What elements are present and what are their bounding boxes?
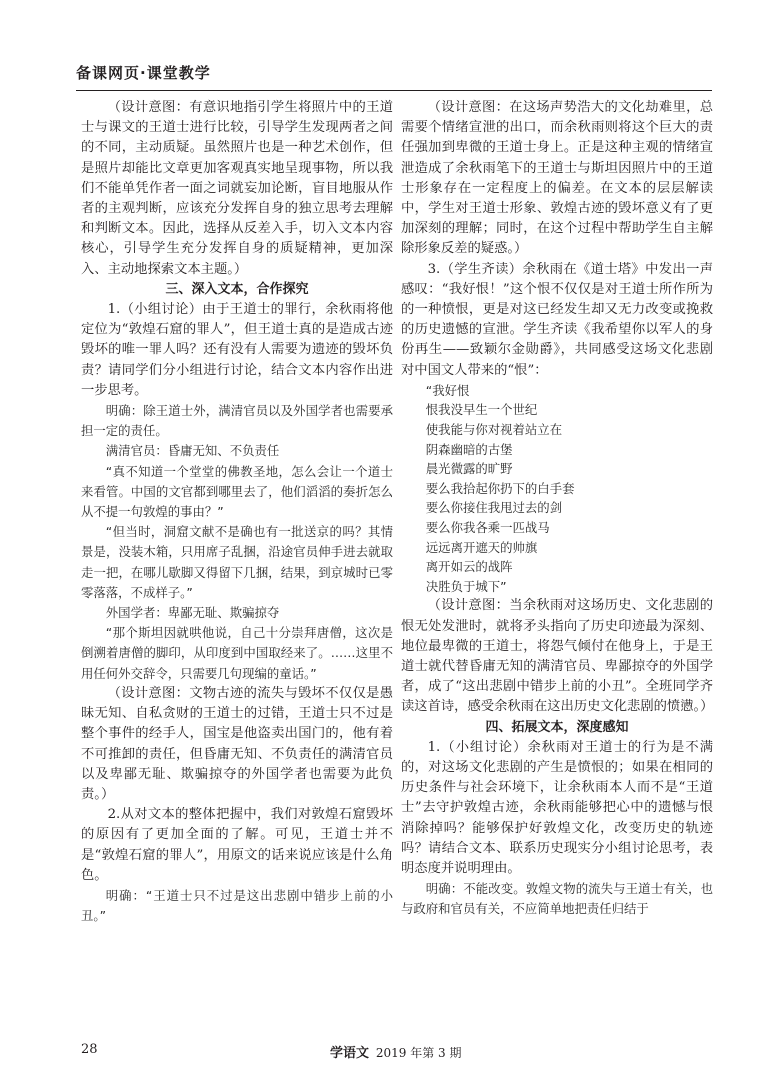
left-answer-paragraph: 外国学者：卑鄙无耻、欺骗掠夺 — [105, 605, 280, 621]
right-poem-line: 恨我没早生一个世纪 — [425, 402, 538, 418]
left-answer-paragraph: 满清官员：昏庸无知、不负责任 — [105, 443, 280, 459]
running-header-title: 备课网页·课堂教学 — [76, 64, 211, 82]
header-rule — [76, 90, 712, 91]
right-poem-line: 要么我拾起你扔下的白手套 — [425, 480, 575, 496]
left-answer-paragraph: “但当时，洞窟文献不是确也有一批送京的吗？其情景是，没装木箱，只用席子乱捆，沿途官员伸手进去就取走一把，在哪儿歇脚又得留下几捆，结果，到京城时已零零落落，不成样子。” — [81, 524, 393, 600]
right-poem-line: 离开如云的战阵 — [425, 559, 513, 575]
right-poem-line: “我好恨 — [425, 382, 470, 398]
right-paragraph: （设计意图：在这场声势浩大的文化劫难里，总需要个情绪宣泄的出口，而余秋雨则将这个巨大的责任强加到卑微的王道士身上。正是这种主观的情绪宣泄造成了余秋雨笔下的王道士与斯坦因照片中的王道士形象存在一定程度上的偏差。在文本的层层解读中，学生对王道士形象、敦煌古迹的毁坏意义有了更加深刻的理解；同时，在这个过程中帮助学生自主解除形象反差的疑惑。） — [401, 100, 713, 257]
left-paragraph: 1.（小组讨论）由于王道士的罪行，余秋雨将他定位为“敦煌石窟的罪人”，但王道士真的是造成古迹毁坏的唯一罪人吗？还有没有人需要为遗迹的毁坏负责？请同学们分小组进行讨论，结合文本内容作出进一步思考。 — [81, 302, 393, 398]
right-paragraph: （设计意图：当余秋雨对这场历史、文化悲剧的恨无处发泄时，就将矛头指向了历史印迹最为深刻、地位最卑微的王道士，将怨气倾付在他身上，于是王道士就代替昏庸无知的满清官员、卑鄙掠夺的外国学者，成了“这出悲剧中错步上前的小丑”。全班同学齐读这首诗，感受余秋雨在这出历史文化悲剧的愤懑。） — [401, 598, 714, 715]
left-paragraph: 2.从对文本的整体把握中，我们对敦煌石窟毁坏的原因有了更加全面的了解。可见，王道士并不是“敦煌石窟的罪人”，用原文的话来说应该是什么角色。 — [81, 807, 393, 883]
right-section-heading: 四、拓展文本，深度感知 — [485, 719, 629, 735]
right-poem-line: 阴森幽暗的古堡 — [425, 441, 513, 457]
right-poem-line: 晨光微露的旷野 — [425, 461, 513, 477]
left-answer-paragraph: 明确：“王道士只不过是这出悲剧中错步上前的小丑。” — [81, 887, 393, 924]
left-section-heading: 三、深入文本，合作探究 — [165, 281, 309, 297]
left-paragraph: （设计意图：文物古迹的流失与毁坏不仅仅是愚昧无知、自私贪财的王道士的过错，王道士只不过是整个事件的经手人，国宝是他盗卖出国门的，他有着不可推卸的责任，但昏庸无知、不负责任的满清官员以及卑鄙无耻、欺骗掠夺的外国学者也需要为此负责。） — [81, 685, 393, 802]
left-column — [81, 98, 393, 926]
right-poem-line: 决胜负于城下” — [425, 578, 507, 594]
left-answer-paragraph: “那个斯坦因就哄他说，自己十分崇拜唐僧，这次是倒溯着唐僧的脚印，从印度到中国取经来了。……这里不用任何外交辞令，只需要几句现编的童话。” — [81, 625, 393, 681]
journal-issue: 2019 年第 3 期 — [375, 1046, 462, 1060]
journal-name: 学语文 — [330, 1046, 370, 1061]
right-poem-line: 要么你接住我甩过去的剑 — [425, 500, 563, 516]
right-column — [401, 98, 713, 920]
left-answer-paragraph: “真不知道一个堂堂的佛教圣地，怎么会让一个道士来看管。中国的文官都到哪里去了，他们滔滔的奏折怎么从不提一句敦煌的事由？” — [81, 463, 393, 520]
page-number: 28 — [81, 1042, 98, 1057]
journal-footer — [330, 1042, 461, 1061]
right-paragraph: 1.（小组讨论）余秋雨对王道士的行为是不满的，对这场文化悲剧的产生是愤恨的；如果在相同的历史条件与社会环境下，让余秋雨本人而不是“王道士”去守护敦煌古迹，余秋雨能够把心中的遗憾与恨消除掉吗？能够保护好敦煌文化，改变历史的轨迹吗？请结合文本、联系历史现实分小组讨论思考，表明态度并说明理由。 — [401, 739, 713, 877]
left-answer-paragraph: 明确：除王道士外，满清官员以及外国学者也需要承担一定的责任。 — [81, 403, 393, 439]
right-answer-paragraph: 明确：不能改变。敦煌文物的流失与王道士有关，也与政府和官员有关，不应简单地把责任归结于 — [401, 881, 713, 917]
left-paragraph: （设计意图：有意识地指引学生将照片中的王道士与课文的王道士进行比较，引导学生发现两者之间的不同，主动质疑。虽然照片也是一种艺术创作，但是照片却能比文章更加客观真实地呈现事物，所以我们不能单凭作者一面之词就妄加论断，盲目地服从作者的主观判断，应该充分发挥自身的独立思考去理解和判断文本。因此，选择从反差入手，切入文本内容核心，引导学生充分发挥自身的质疑精神，更加深入、主动地探索文本主题。） — [81, 100, 393, 277]
right-paragraph: 3.（学生齐读）余秋雨在《道士塔》中发出一声感叹：“我好恨！”这个恨不仅仅是对王道士所作所为的一种愤恨，更是对这已经发生却又无力改变或挽救的历史遗憾的宣泄。学生齐读《我希望你以军人的身份再生——致颖尔金勋爵》，共同感受这场文化悲剧对中国文人带来的“恨”： — [401, 261, 713, 378]
right-poem-line: 远远离开遮天的帅旗 — [425, 539, 538, 555]
right-poem-line: 要么你我各乘一匹战马 — [425, 520, 550, 535]
right-poem-line: 使我能与你对视着站立在 — [425, 422, 563, 438]
